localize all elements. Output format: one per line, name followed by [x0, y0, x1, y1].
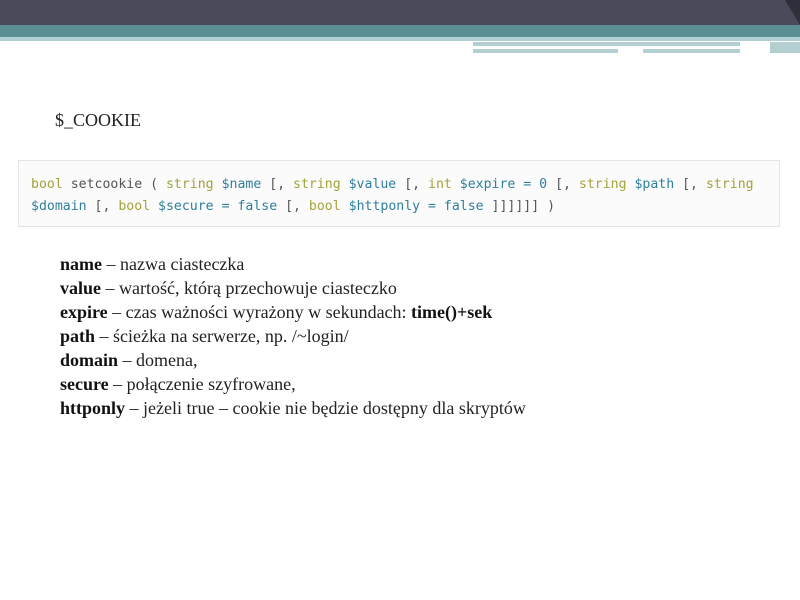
param-name: domain: [60, 350, 119, 370]
param-name: expire: [60, 302, 108, 322]
param-name: name: [60, 254, 102, 274]
code-token: $domain: [31, 199, 87, 214]
code-token: [,: [277, 199, 309, 214]
code-token: $value: [340, 177, 397, 192]
param-name: path: [60, 326, 96, 346]
header-dark-band: [0, 0, 800, 25]
code-line-1: [31, 177, 754, 192]
param-name: secure: [60, 374, 109, 394]
list-item: [60, 324, 526, 348]
code-token: string: [578, 177, 627, 192]
code-token: $secure = false: [150, 199, 278, 214]
header-notch: [785, 0, 800, 25]
decor-bar: [473, 42, 740, 46]
list-item: [60, 348, 526, 372]
param-name: value: [60, 278, 102, 298]
code-block: [18, 160, 780, 227]
header-light-band: [0, 37, 800, 41]
list-item: [60, 372, 526, 396]
param-name: httponly: [60, 398, 126, 418]
param-description: – czas ważności wyrażony w sekundach:: [107, 302, 412, 322]
code-token: bool: [118, 199, 151, 214]
decor-bar: [643, 49, 740, 53]
code-token: [,: [261, 177, 294, 192]
param-description: – nazwa ciasteczka: [102, 254, 245, 274]
code-token: string: [293, 177, 341, 192]
list-item: [60, 300, 526, 324]
param-description: – wartość, którą przechowuje ciasteczko: [101, 278, 397, 298]
header-teal-band: [0, 25, 800, 37]
param-description: – jeżeli true – cookie nie będzie dostępny dla skryptów: [125, 398, 526, 418]
decor-bar: [473, 49, 618, 53]
code-token: bool: [308, 199, 341, 214]
param-description: – ścieżka na serwerze, np. /~login/: [95, 326, 349, 346]
list-item: [60, 396, 526, 420]
code-token: int: [428, 177, 452, 192]
page-title: $_COOKIE: [55, 110, 141, 130]
parameter-list: [60, 252, 526, 420]
code-token: [,: [674, 177, 706, 192]
code-token: [,: [396, 177, 429, 192]
list-item: [60, 252, 526, 276]
code-token: [,: [547, 177, 579, 192]
code-token: $name: [213, 177, 262, 192]
code-line-2: [31, 199, 555, 214]
code-token: ]]]]]] ): [483, 199, 556, 214]
param-description: – domena,: [118, 350, 198, 370]
code-token: $httponly = false: [340, 199, 484, 214]
param-description: – połączenie szyfrowane,: [108, 374, 296, 394]
code-token: string: [705, 177, 754, 192]
code-token: $path: [626, 177, 675, 192]
code-token: string: [165, 177, 214, 192]
code-token: [,: [86, 199, 119, 214]
decor-bar: [770, 42, 800, 53]
param-example: time()+sek: [411, 302, 493, 322]
list-item: [60, 276, 526, 300]
code-token: bool: [31, 177, 63, 192]
code-token: setcookie (: [62, 177, 166, 192]
code-token: $expire = 0: [451, 177, 548, 192]
